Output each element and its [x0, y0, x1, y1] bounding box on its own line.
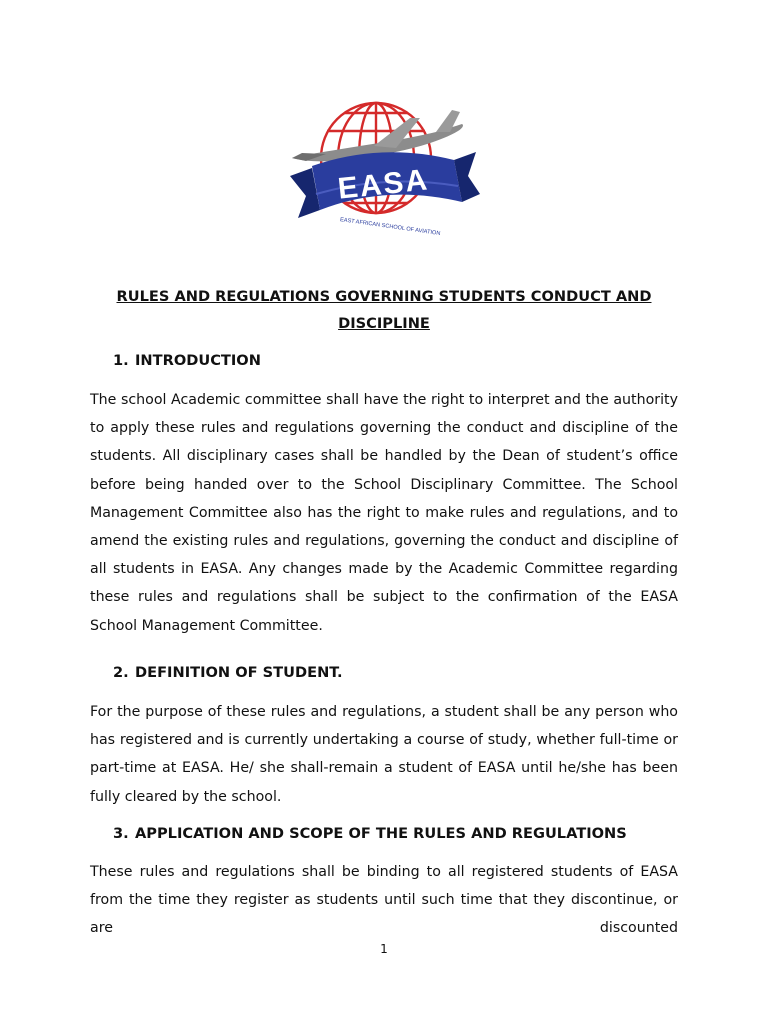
- easa-logo: [286, 98, 482, 238]
- section-heading-text: INTRODUCTION: [135, 352, 261, 369]
- section-heading: [113, 663, 343, 683]
- section-number: 1.: [113, 352, 129, 369]
- section-heading: [113, 824, 627, 844]
- section-heading-text: DEFINITION OF STUDENT.: [135, 664, 343, 681]
- logo-wordmark: EASA: [336, 163, 431, 206]
- section-number: 2.: [113, 664, 129, 681]
- page-number: 1: [380, 942, 388, 956]
- section-heading: [113, 351, 261, 371]
- section-body: For the purpose of these rules and regulations, a student shall be any person who has registered and is currently undertaking a course of study, whether full-time or part-time at EASA. He/ she shall-remain a student of EASA until he/she has been fully cleared by the school.: [90, 704, 678, 805]
- easa-logo-graphic: [286, 98, 482, 238]
- document-title: RULES AND REGULATIONS GOVERNING STUDENTS CONDUCT AND DISCIPLINE: [116, 288, 652, 332]
- section-number: 3.: [113, 825, 129, 842]
- section-heading-text: APPLICATION AND SCOPE OF THE RULES AND REGULATIONS: [135, 825, 627, 842]
- section-body: These rules and regulations shall be binding to all registered students of EASA from the time they register as students until such time that they discontinue, or are discounted: [90, 864, 678, 937]
- section-body: The school Academic committee shall have the right to interpret and the authority to apply these rules and regulations governing the conduct and discipline of the students. All disciplinary cases shall be handled by the Dean of student’s office before being handed over to the School Disciplinary Committee. The School Management Committee also has the right to make rules and regulations, and to amend the existing rules and regulations, governing the conduct and discipline of all students in EASA. Any changes made by the Academic Committee regarding these rules and regulations shall be subject to the confirmation of the EASA School Management Committee.: [90, 392, 678, 634]
- logo-subtitle: EAST AFRICAN SCHOOL OF AVIATION: [339, 217, 441, 238]
